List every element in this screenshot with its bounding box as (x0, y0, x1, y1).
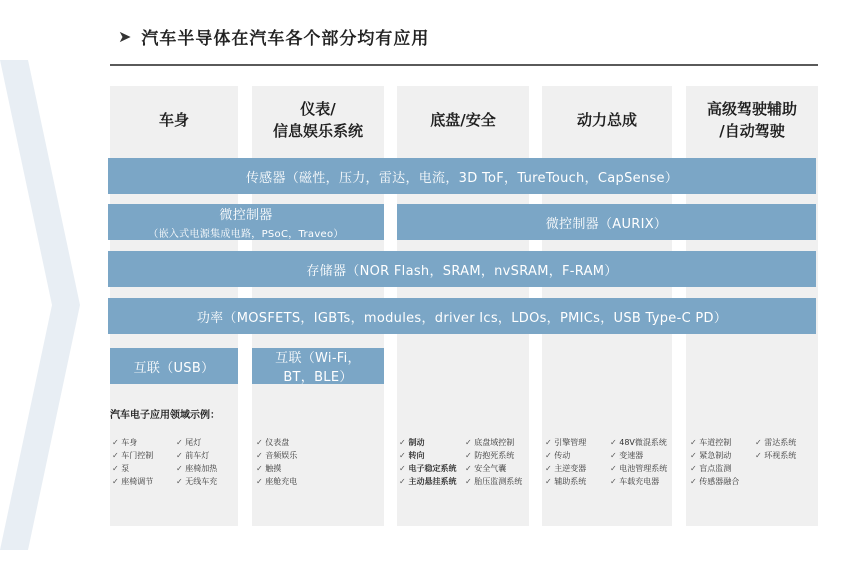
list-item: ✓ 雷达系统 (755, 436, 816, 449)
list-item: ✓ 防抱死系统 (465, 449, 527, 462)
list-spacer (755, 462, 816, 475)
list-item: ✓ 仪表盘 (256, 436, 380, 449)
list-item: ✓ 主逆变器 (545, 462, 606, 475)
list-item: ✓ 变速器 (610, 449, 671, 462)
list-item: ✓ 紧急制动 (690, 449, 751, 462)
list-item: ✓ 传感器融合 (690, 475, 751, 488)
list-item: ✓ 电池管理系统 (610, 462, 671, 475)
examples-chassis (399, 436, 527, 488)
examples-body (112, 436, 236, 488)
list-item: ✓ 电子稳定系统 (399, 462, 461, 475)
list-item: ✓ 车载充电器 (610, 475, 671, 488)
column-header-infotainment: 仪表/ 信息娱乐系统 (272, 100, 363, 140)
memory-band: 存储器（NOR Flash，SRAM，nvSRAM，F-RAM） (108, 251, 816, 287)
list-item: ✓ 安全气囊 (465, 462, 527, 475)
list-item: ✓ 音频娱乐 (256, 449, 380, 462)
list-item: ✓ 车身 (112, 436, 172, 449)
list-item: ✓ 辅助系统 (545, 475, 606, 488)
list-item: ✓ 主动悬挂系统 (399, 475, 461, 488)
list-item: ✓ 座椅调节 (112, 475, 172, 488)
connectivity-usb-band: 互联（USB） (110, 348, 238, 384)
list-item: ✓ 传动 (545, 449, 606, 462)
list-item: ✓ 环视系统 (755, 449, 816, 462)
list-item: ✓ 座舱充电 (256, 475, 380, 488)
list-item: ✓ 车道控制 (690, 436, 751, 449)
mcu-band-left-label: 微控制器 (219, 208, 273, 223)
mcu-band-left (108, 204, 384, 240)
list-item: ✓ 泵 (112, 462, 172, 475)
list-item: ✓ 胎压监测系统 (465, 475, 527, 488)
arrow-marker-icon: ➤ (118, 27, 132, 46)
examples-title: 汽车电子应用领域示例： (110, 410, 220, 421)
list-item: ✓ 底盘域控制 (465, 436, 527, 449)
examples-adas (690, 436, 816, 488)
list-item: ✓ 引擎管理 (545, 436, 606, 449)
list-item: ✓ 触摸 (256, 462, 380, 475)
sensors-band: 传感器（磁性，压力，雷达，电流，3D ToF，TureTouch，CapSense） (108, 158, 816, 194)
page-title-text: 汽车半导体在汽车各个部分均有应用 (141, 29, 430, 49)
list-item: ✓ 车门控制 (112, 449, 172, 462)
chevron-arrow-shape (0, 60, 80, 550)
mcu-band-left-sub: （嵌入式电源集成电路，PSoC，Traveo） (148, 229, 344, 240)
column-header-adas: 高级驾驶辅助 /自动驾驶 (706, 100, 797, 140)
title-divider (110, 64, 818, 66)
mcu-band-right: 微控制器（AURIX） (397, 204, 816, 240)
connectivity-wifi-band: 互联（Wi-Fi， BT，BLE） (252, 348, 384, 384)
column-header-powertrain: 动力总成 (576, 111, 637, 129)
list-item: ✓ 座椅加热 (176, 462, 236, 475)
examples-powertrain (545, 436, 671, 488)
column-header-body: 车身 (158, 111, 189, 129)
column-header-chassis: 底盘/安全 (430, 111, 496, 129)
list-item: ✓ 制动 (399, 436, 461, 449)
list-item: ✓ 尾灯 (176, 436, 236, 449)
list-item: ✓ 无线车充 (176, 475, 236, 488)
list-item: ✓ 盲点监测 (690, 462, 751, 475)
page-title (118, 24, 429, 49)
list-item: ✓ 前车灯 (176, 449, 236, 462)
power-band: 功率（MOSFETS，IGBTs，modules，driver Ics，LDOs，PMICs，USB Type-C PD） (108, 298, 816, 334)
list-item: ✓ 48V微混系统 (610, 436, 671, 449)
list-item: ✓ 转向 (399, 449, 461, 462)
examples-infotainment (256, 436, 380, 488)
